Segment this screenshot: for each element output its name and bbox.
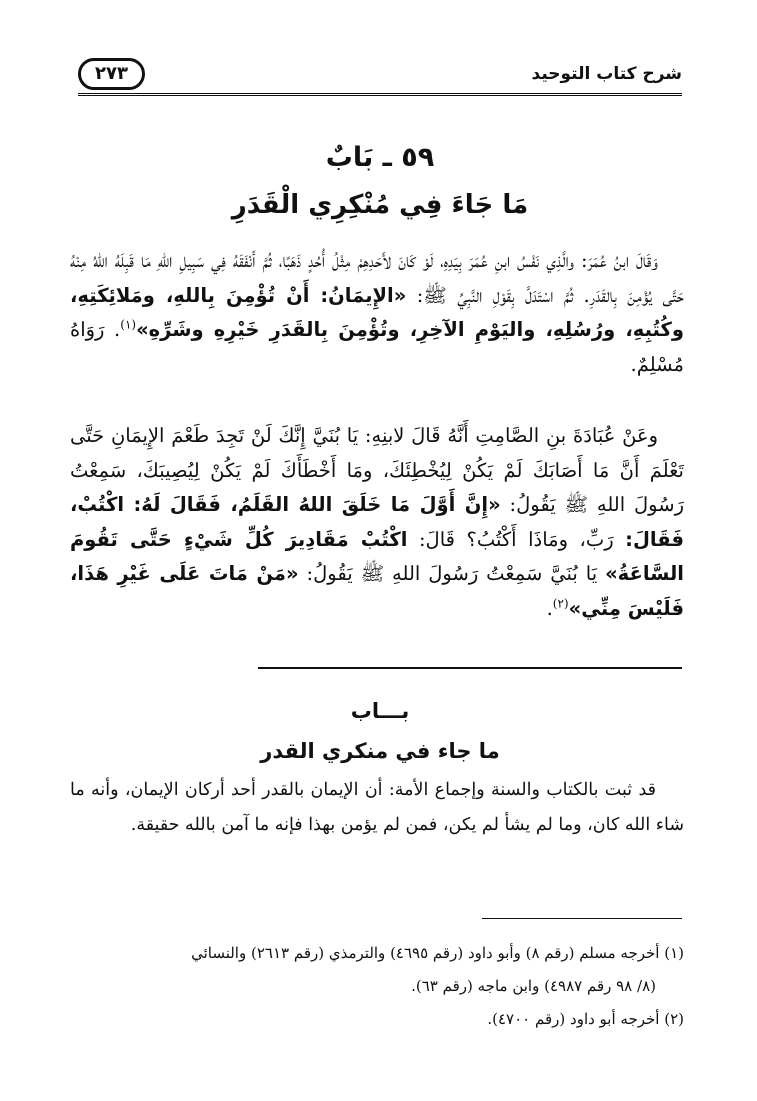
text-segment: يَا بُنَيَّ سَمِعْتُ رَسُولَ اللهِ ﷺ يَقُولُ:	[306, 562, 598, 585]
chapter-title: مَا جَاءَ فِي مُنْكِرِي الْقَدَرِ	[231, 190, 529, 220]
section-divider	[258, 667, 682, 669]
hadith-quote: «إِنَّ أَوَّلَ مَا خَلَقَ اللهُ القَلَمُ، فَقَالَ لَهُ: اكْتُبْ، فَقَالَ:	[70, 493, 685, 551]
footnotes	[70, 937, 684, 1036]
page-number: ٢٧٣	[78, 58, 145, 90]
section-heading: بـــاب	[350, 699, 410, 723]
text-segment: رَبِّ، ومَاذَا أَكْتُبُ؟ قَالَ:	[418, 527, 614, 551]
header-divider	[78, 93, 682, 96]
footnote-ref: (١)	[120, 317, 137, 332]
commentary-paragraph	[70, 773, 684, 843]
page-header	[78, 56, 682, 92]
paragraph-ubadah	[70, 419, 684, 626]
footnote-2: (٢) أخرجه أبو داود (رقم ٤٧٠٠).	[487, 1010, 684, 1028]
text-segment: .	[546, 596, 553, 620]
text-segment: وَقَالَ ابنُ عُمَرَ: والَّذِي نَفْسُ ابنِ عُمَرَ بِيَدِهِ، لَوْ كَانَ لأَحَدِهِمْ مِثْلُ أُحُدٍ ذَهَبًا، ثُمَّ أَنْفَقَهُ فِي سَبِيلِ اللهِ مَا قَبِلَهُ اللهُ مِنْهُ حَتَّى يُؤْمِنَ بِالقَدَرِ. ثُمَّ اسْتَدَلَّ بِقَوْلِ النَّبِيِّ ﷺ:	[70, 249, 684, 307]
hadith-quote: «مَنْ مَاتَ عَلَى غَيْرِ هَذَا، فَلَيْسَ مِنِّي»	[70, 562, 684, 620]
book-title: شرح كتاب التوحيد	[531, 64, 682, 84]
paragraph-ibn-umar	[70, 244, 684, 382]
footnote-1: (١) أخرجه مسلم (رقم ٨) وأبو داود (رقم ٤٦٩٥) والترمذي (رقم ٢٦١٣) والنسائي	[191, 944, 684, 962]
text-segment: . رَوَاهُ مُسْلِمٌ.	[70, 318, 684, 376]
footnote-1-continued: (٨/ ٩٨ رقم ٤٩٨٧) وابن ماجه (رقم ٦٣).	[411, 977, 656, 995]
chapter-number: ٥٩ ـ بَابٌ	[325, 142, 435, 173]
commentary-text: قد ثبت بالكتاب والسنة وإجماع الأمة: أن الإيمان بالقدر أحد أركان الإيمان، وأنه ما شاء الله كان، وما لم يشأ لم يكن، فمن لم يؤمن بهذا فإنه ما آمن بالله حقيقة.	[70, 780, 684, 835]
section-title: ما جاء في منكري القدر	[260, 739, 500, 763]
text-segment: وعَنْ عُبَادَةَ بنِ الصَّامِتِ أَنَّهُ قَالَ لابنِهِ: يَا بُنَيَّ إِنَّكَ لَنْ تَجِدَ طَعْمَ الإِيمَانِ حَتَّى تَعْلَمَ أَنَّ مَا أَصَابَكَ لَمْ يَكُنْ لِيُخْطِئَكَ، ومَا أَخْطَأَكَ لَمْ يَكُنْ لِيُصِيبَكَ، سَمِعْتُ رَسُولَ اللهِ ﷺ يَقُولُ:	[70, 424, 685, 516]
footnote-ref: (٢)	[552, 596, 569, 610]
hadith-quote: «الإِيمَانُ: أَنْ تُؤْمِنَ بِاللهِ، ومَلائِكَتِهِ، وكُتُبِهِ، ورُسُلِهِ، واليَوْمِ الآخِرِ، وتُؤْمِنَ بِالقَدَرِ خَيْرِهِ وشَرِّهِ»	[70, 283, 684, 341]
hadith-quote: اكْتُبْ مَقَادِيرَ كُلِّ شَيْءٍ حَتَّى تَقُومَ السَّاعَةُ»	[70, 527, 684, 585]
footnote-divider	[482, 918, 682, 919]
